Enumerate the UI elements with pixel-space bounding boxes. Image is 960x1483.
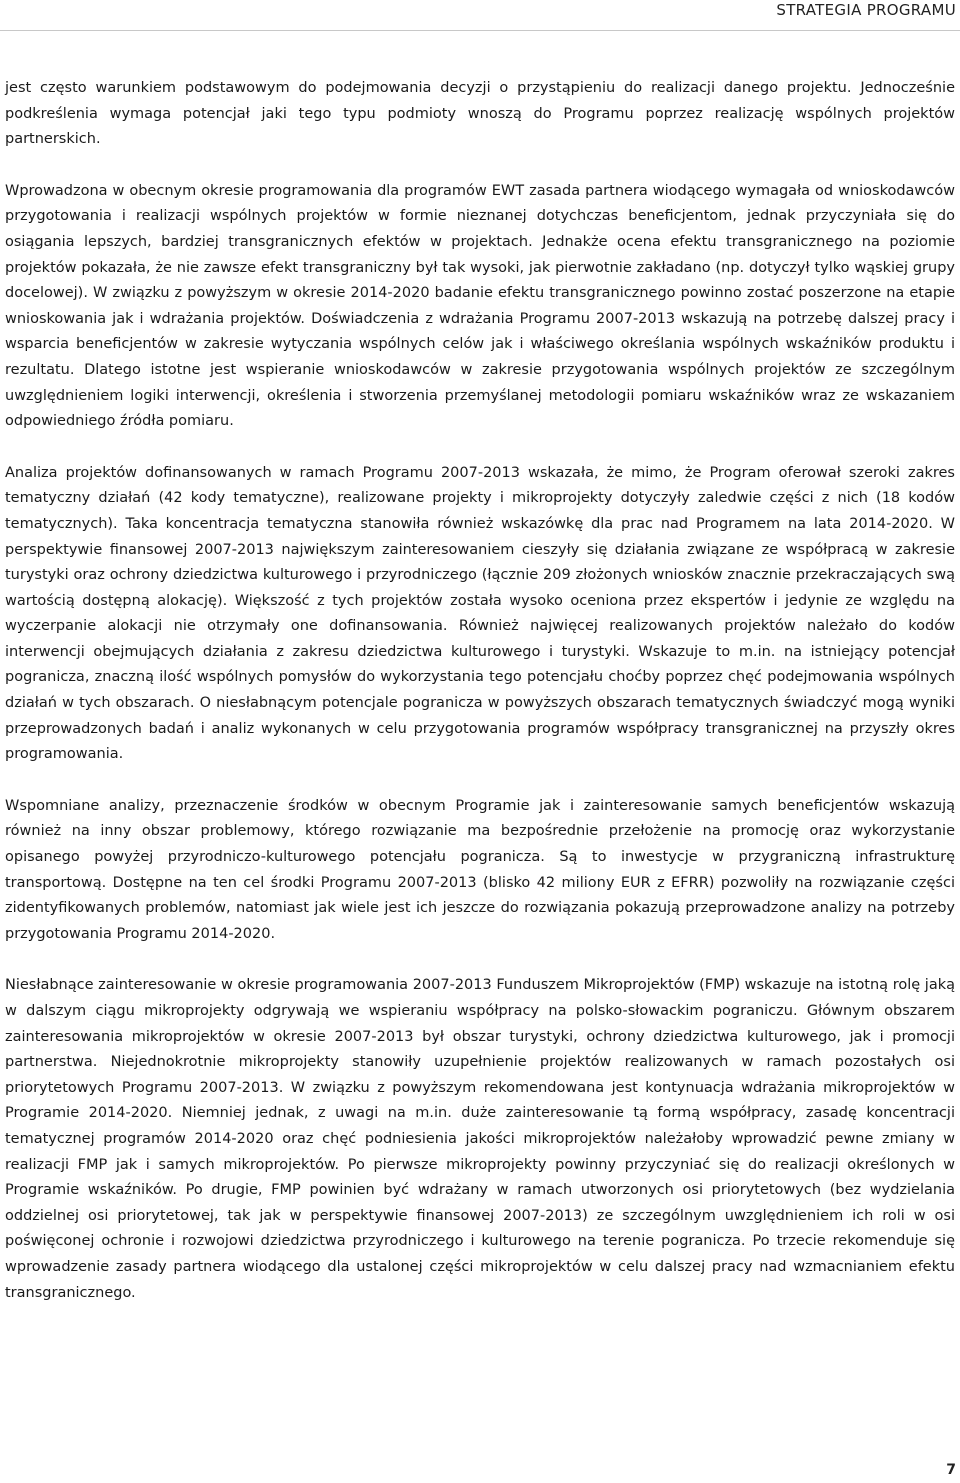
page-header [0,0,960,34]
paragraph-project-analysis: Analiza projektów dofinansowanych w ramach Programu 2007-2013 wskazała, że mimo, że Program oferował szeroki zakres tematyczny działań (42 kody tematyczne), realizowane projekty i mikroprojekty dotyczyły zaledwie części z nich (18 kodów tematycznych). Taka koncentracja tematyczna stanowiła również wskazówkę dla prac nad Programem na lata 2014-2020. W perspektywie finansowej 2007-2013 największym zainteresowaniem cieszyły się działania związane ze współpracą w zakresie turystyki oraz ochrony dziedzictwa kulturowego i przyrodniczego (łącznie 209 złożonych wniosków znacznie przekraczających swą wartością dostępną alokację). Większość z tych projektów została wysoko oceniona przez ekspertów i jedynie ze względu na wyczerpanie alokacji nie otrzymały one dofinansowania. Również najwięcej realizowanych projektów należało do kodów interwencji obejmujących działania z zakresu dziedzictwa kulturowego i turystyki. Wskazuje to m.in. na istniejący potencjał pogranicza, znaczną ilość wspólnych pomysłów do wykorzystania tego potencjału choćby poprzez chęć podejmowania wspólnych działań w tych obszarach. O niesłabnącym potencjale pogranicza w powyższych obszarach tematycznych świadczyć mogą wyniki przeprowadzonych badań i analiz wykonanych w celu przygotowania programów współpracy transgranicznej na przyszły okres programowania. [5,464,955,763]
paragraph-microprojects: Niesłabnące zainteresowanie w okresie programowania 2007-2013 Funduszem Mikroprojektów (FMP) wskazuje na istotną rolę jaką w dalszym ciągu mikroprojekty odgrywają we wspieraniu współpracy na polsko-słowackim pograniczu. Głównym obszarem zainteresowania mikroprojektów w okresie 2007-2013 był obszar turystyki, ochrony dziedzictwa kulturowego, jak i promocji partnerstwa. Niejednokrotnie mikroprojekty stanowiły uzupełnienie projektów realizowanych w ramach pozostałych osi priorytetowych Programu 2007-2013. W związku z powyższym rekomendowana jest kontynuacja wdrażania mikroprojektów w Programie 2014-2020. Niemniej jednak, z uwagi na m.in. duże zainteresowanie tą formą współpracy, zasadę koncentracji tematycznej programów 2014-2020 oraz chęć podniesienia jakości mikroprojektów należałoby wprowadzić pewne zmiany w realizacji FMP jak i samych mikroprojektów. Po pierwsze mikroprojekty powinny przyczyniać się do realizacji określonych w Programie wskaźników. Po drugie, FMP powinien być wdrażany w ramach utworzonych osi priorytetowych (bez wydzielania oddzielnej osi priorytetowej, tak jak w perspektywie finansowej 2007-2013) ze szczególnym uwzględnieniem ich roli w osi poświęconej ochronie i rozwojowi dziedzictwa przyrodniczego i kulturowego na terenie pogranicza. Po trzecie rekomenduje się wprowadzenie zasady partnera wiodącego dla ustalonej części mikroprojektów w celu dalszej pracy nad wzmacnianiem efektu transgranicznego. [5,977,955,1301]
paragraph-infrastructure: Wspomniane analizy, przeznaczenie środków w obecnym Programie jak i zainteresowanie samych beneficjentów wskazują również na inny obszar problemowy, którego rozwiązanie ma bezpośrednie przełożenie na promocję oraz wykorzystanie opisanego powyżej przyrodniczo-kulturowego potencjału pogranicza. Są to inwestycje w przygraniczną infrastrukturę transportową. Dostępne na ten cel środki Programu 2007-2013 (blisko 42 miliony EUR z EFRR) pozwoliły na rozwiązanie części zidentyfikowanych problemów, natomiast jak wiele jest ich jeszcze do rozwiązania pokazują przeprowadzone analizy na potrzeby przygotowania Programu 2014-2020. [5,797,955,942]
header-divider [0,30,960,31]
document-body [5,76,955,1332]
running-header-title: STRATEGIA PROGRAMU [776,1,956,19]
page-number: 7 [946,1462,956,1478]
paragraph-lead-partner: Wprowadzona w obecnym okresie programowania dla programów EWT zasada partnera wiodącego wymagała od wnioskodawców przygotowania i realizacji wspólnych projektów w formie nieznanej dotychczas beneficjentom, jednak przyczyniała się do osiągania lepszych, bardziej transgranicznych efektów w projektach. Jednakże ocena efektu transgranicznego na poziomie projektów pokazała, że nie zawsze efekt transgraniczny był tak wysoki, jak pierwotnie zakładano (np. dotyczył tylko wąskiej grupy docelowej). W związku z powyższym w okresie 2014-2020 badanie efektu transgranicznego powinno zostać poszerzone na etapie wnioskowania jak i wdrażania projektów. Doświadczenia z wdrażania Programu 2007-2013 wskazują na potrzebę dalszej pracy i wsparcia beneficjentów w zakresie wytyczania wspólnych celów jak i właściwego określania wspólnych wskaźników produktu i rezultatu. Dlatego istotne jest wspieranie wnioskodawców w zakresie przygotowania wspólnych projektów ze szczególnym uwzględnieniem logiki interwencji, określenia i stworzenia przemyślanej metodologii pomiaru wskaźników wraz ze wskazaniem odpowiedniego źródła pomiaru. [5,182,955,430]
paragraph-continuation: jest często warunkiem podstawowym do podejmowania decyzji o przystąpieniu do realizacji danego projektu. Jednocześnie podkreślenia wymaga potencjał jaki tego typu podmioty wnoszą do Programu poprzez realizację wspólnych projektów partnerskich. [5,80,955,148]
